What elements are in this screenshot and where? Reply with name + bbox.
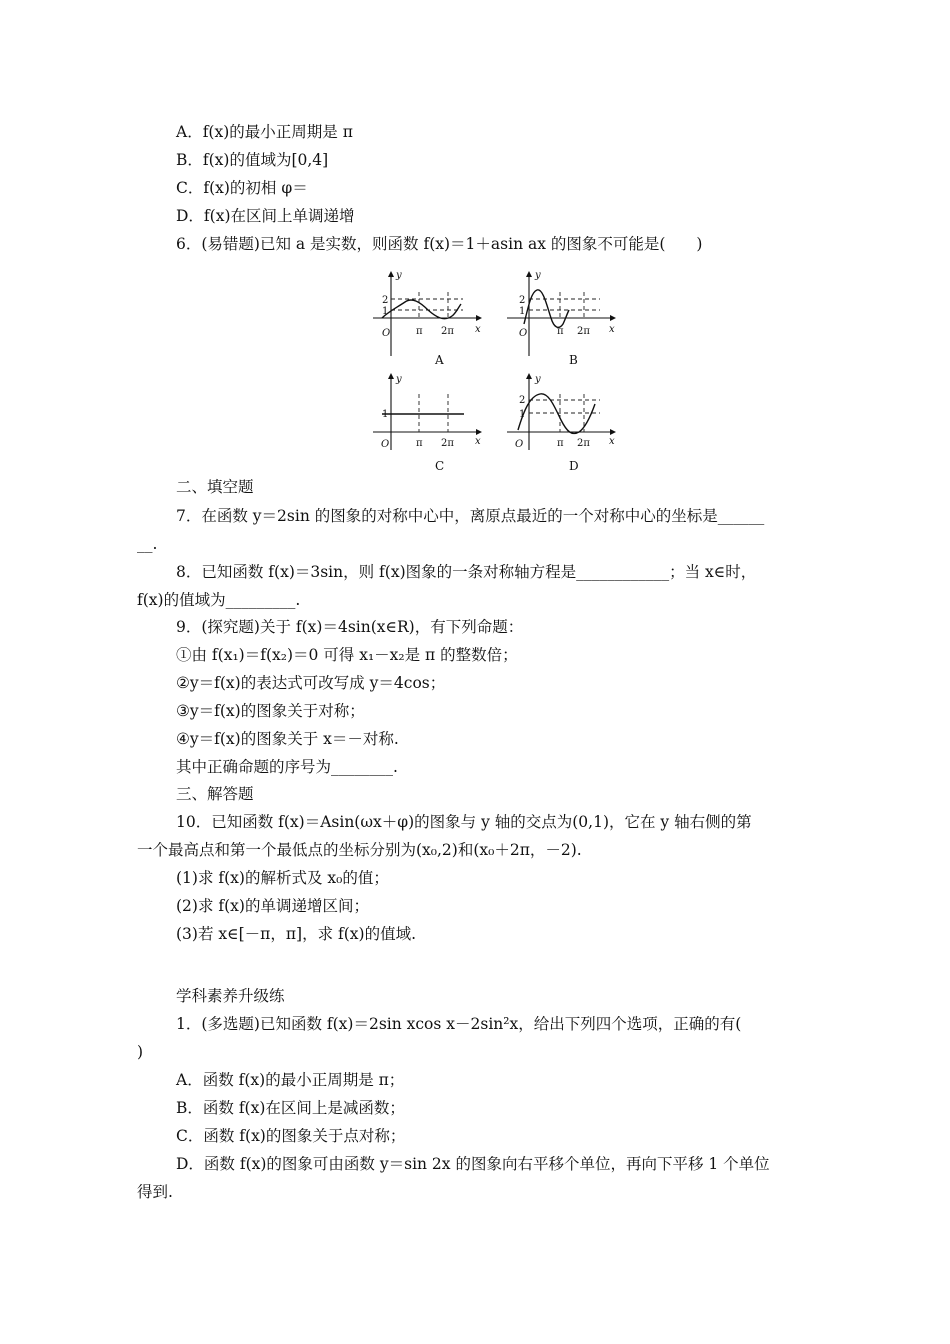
s1-option-c: C．函数 f(x)的图象关于点对称； (176, 1127, 406, 1145)
graph-a-tick-pi: π (416, 326, 423, 337)
graph-d-caption: D (569, 459, 579, 473)
q8-line-1: 8．已知函数 f(x)＝3sin，则 f(x)图象的一条对称轴方程是____________；当 x∈时， (176, 563, 757, 581)
q7-line-1: 7．在函数 y＝2sin 的图象的对称中心中，离原点最近的一个对称中心的坐标是______ (176, 507, 765, 525)
graph-a-caption: A (435, 353, 444, 367)
q10-part-2: (2)求 f(x)的单调递增区间； (176, 897, 369, 915)
q9-proposition-4: ④y＝f(x)的图象关于 x＝－对称. (176, 730, 399, 748)
graph-c-x-label: x (475, 436, 481, 447)
q10-line-1: 10．已知函数 f(x)＝Asin(ωx＋φ)的图象与 y 轴的交点为(0,1)，它在 y 轴右侧的第 (176, 813, 752, 831)
graph-d-tick-2pi: 2π (577, 438, 590, 449)
q6-stem: 6．(易错题)已知 a 是实数，则函数 f(x)＝1＋asin ax 的图象不可能是( ) (176, 235, 703, 253)
q9-proposition-1: ①由 f(x₁)＝f(x₂)＝0 可得 x₁－x₂是 π 的整数倍； (176, 646, 518, 664)
q5-option-c: C．f(x)的初相 φ＝ (176, 179, 308, 197)
graph-d-origin: O (515, 439, 524, 450)
graph-c (368, 370, 488, 475)
graph-d-tick-1: 1 (519, 409, 526, 420)
q9-stem: 9．(探究题)关于 f(x)＝4sin(x∈R)，有下列命题： (176, 618, 524, 636)
s1-option-d-line-2: 得到. (137, 1183, 173, 1201)
graph-a-origin: O (382, 328, 391, 339)
graph-b-y-label: y (535, 270, 541, 281)
q7-line-2: __. (137, 535, 158, 553)
q5-option-a: A．f(x)的最小正周期是 π (176, 123, 353, 141)
graph-b-x-label: x (609, 324, 615, 335)
q9-proposition-2: ②y＝f(x)的表达式可改写成 y＝4cos； (176, 674, 446, 692)
q8-line-2: f(x)的值域为_________. (137, 591, 301, 609)
graph-a-y-label: y (396, 270, 402, 281)
q10-line-2: 一个最高点和第一个最低点的坐标分别为(x₀,2)和(x₀＋2π，－2). (137, 841, 582, 859)
q10-part-1: (1)求 f(x)的解析式及 x₀的值； (176, 869, 389, 887)
s1-stem-line-1: 1．(多选题)已知函数 f(x)＝2sin xcos x－2sin²x，给出下列四个选项，正确的有( (176, 1015, 742, 1033)
graph-c-tick-2pi: 2π (441, 438, 454, 449)
graph-c-origin: O (381, 439, 390, 450)
graph-c-tick-1: 1 (382, 409, 389, 420)
graph-a-tick-2: 2 (382, 295, 389, 306)
section-solve-heading: 三、解答题 (176, 785, 254, 803)
q5-option-b: B．f(x)的值域为[0,4] (176, 151, 329, 169)
graph-b-caption: B (569, 353, 578, 367)
graph-b-tick-1: 1 (519, 306, 526, 317)
graph-b-tick-2pi: 2π (577, 326, 590, 337)
graph-d-tick-2: 2 (519, 395, 526, 406)
q10-part-3: (3)若 x∈[－π，π]，求 f(x)的值域. (176, 925, 416, 943)
q9-answer-prompt: 其中正确命题的序号为________. (176, 758, 398, 776)
graph-d-x-label: x (609, 436, 615, 447)
graph-c-tick-pi: π (416, 438, 423, 449)
s1-option-d-line-1: D．函数 f(x)的图象可由函数 y＝sin 2x 的图象向右平移个单位，再向下平移 1 个单位 (176, 1155, 770, 1173)
graph-a (368, 268, 488, 373)
graph-a-tick-2pi: 2π (441, 326, 454, 337)
q5-option-d: D．f(x)在区间上单调递增 (176, 207, 355, 225)
s1-option-b: B．函数 f(x)在区间上是减函数； (176, 1099, 405, 1117)
graph-b-origin: O (519, 328, 528, 339)
graph-d-tick-pi: π (557, 438, 564, 449)
s1-stem-line-2: ) (137, 1043, 144, 1061)
section-advanced-heading: 学科素养升级练 (176, 987, 285, 1005)
s1-option-a: A．函数 f(x)的最小正周期是 π； (176, 1071, 405, 1089)
graph-b (502, 268, 622, 373)
graph-b-tick-2: 2 (519, 295, 526, 306)
graph-a-x-label: x (475, 324, 481, 335)
graph-c-caption: C (435, 459, 445, 473)
graph-b-tick-pi: π (557, 326, 564, 337)
graph-a-tick-1: 1 (382, 306, 389, 317)
graph-d (502, 370, 622, 475)
q9-proposition-3: ③y＝f(x)的图象关于对称； (176, 702, 365, 720)
graph-c-y-label: y (396, 374, 402, 385)
graph-d-y-label: y (535, 374, 541, 385)
section-fill-in-heading: 二、填空题 (176, 478, 254, 496)
